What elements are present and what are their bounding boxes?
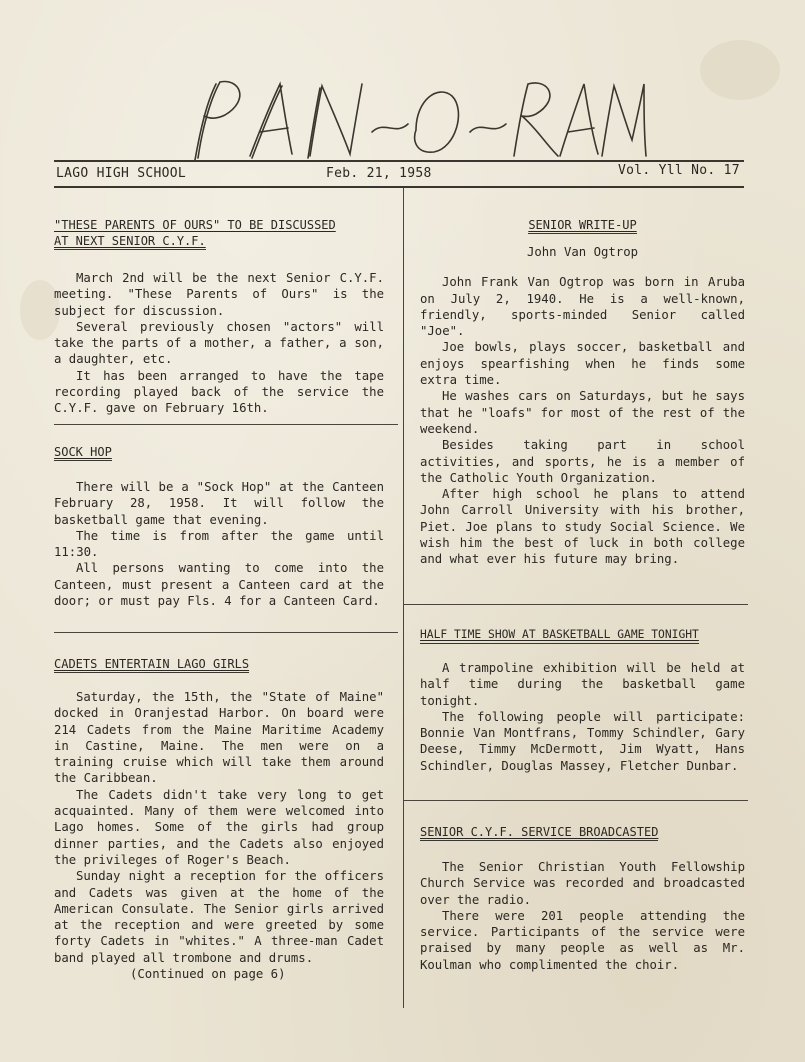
paragraph: A trampoline exhibition will be held at half time during the basketball game tonight. <box>420 661 745 708</box>
article-half-time-show <box>420 626 745 774</box>
paragraph: There were 201 people attending the service. Participants of the service were praised by many people as well as Mr. Koulman who complimented the choir. <box>420 908 745 972</box>
section-divider <box>54 424 398 425</box>
paragraph: The Senior Christian Youth Fellowship Church Service was recorded and broadcasted over the radio. <box>420 860 745 907</box>
issue-date: Feb. 21, 1958 <box>326 166 432 181</box>
headline-continued: AT NEXT SENIOR C.Y.F. <box>54 234 206 248</box>
section-divider <box>403 604 748 605</box>
paragraph: The time is from after the game until 11:30. <box>54 528 384 560</box>
column-divider <box>403 188 404 1008</box>
article-cadets-entertain <box>54 656 384 982</box>
article-senior-cyf-discussion <box>54 217 384 417</box>
masthead-top-rule <box>54 160 744 162</box>
profile-name: John Van Ogtrop <box>526 245 639 259</box>
paragraph: He washes cars on Saturdays, but he says that he "loafs" for most of the rest of the weekend. <box>420 389 745 436</box>
section-divider <box>54 632 398 633</box>
paragraph: Several previously chosen "actors" will take the parts of a mother, a father, a son, a daughter, etc. <box>54 319 384 367</box>
masthead-bottom-rule <box>54 186 744 188</box>
paragraph: March 2nd will be the next Senior C.Y.F. meeting. "These Parents of Ours" is the subject for discussion. <box>54 271 384 318</box>
paragraph: Joe bowls, plays soccer, basketball and enjoys spearfishing when he finds some extra time. <box>420 340 745 388</box>
headline: CADETS ENTERTAIN LAGO GIRLS <box>54 657 250 671</box>
headline: SENIOR WRITE-UP <box>528 218 637 232</box>
paragraph: Saturday, the 15th, the "State of Maine" docked in Oranjestad Harbor. On board were 214 Cadets from the Maine Maritime Academy in Castine, Maine. The men were on a training cruise which will take them around the Caribbean. <box>54 690 384 786</box>
continued-note: (Continued on page 6) <box>130 967 286 982</box>
paragraph: The following people will participate: Bonnie Van Montfrans, Tommy Schindler, Gary Deese, Timmy McDermott, Jim Wyatt, Hans Schindler, Douglas Massey, Fletcher Dunbar. <box>420 709 745 773</box>
paragraph: The Cadets didn't take very long to get acquainted. Many of them were welcomed into Lago homes. Some of the girls had group dinner parties, and the Cadets also enjoyed the privileges of Roger's Beach. <box>54 787 384 867</box>
volume-number: Vol. Yll No. 17 <box>618 163 740 178</box>
paragraph: John Frank Van Ogtrop was born in Aruba on July 2, 1940. He is a well-known, friendly, sports-minded Senior called "Joe". <box>420 275 745 339</box>
paragraph: All persons wanting to come into the Canteen, must present a Canteen card at the door; or must pay Fls. 4 for a Canteen Card. <box>54 561 384 609</box>
paper-stain <box>700 40 780 100</box>
paragraph: It has been arranged to have the tape recording played back of the service the C.Y.F. gave on February 16th. <box>54 368 384 416</box>
headline: "THESE PARENTS OF OURS" TO BE DISCUSSED <box>54 218 336 232</box>
paragraph: Sunday night a reception for the officers and Cadets was given at the home of the American Consulate. The Senior girls arrived at the reception and were greeted by some forty Cadets in "whites." A three-man Cadet band played all trombone and drums. <box>54 869 384 965</box>
headline: HALF TIME SHOW AT BASKETBALL GAME TONIGHT <box>420 627 699 644</box>
paragraph: After high school he plans to attend John Carroll University with his brother, Piet. Joe plans to study Social Science. We wish him the best of luck in both college and what ever his future may bring. <box>420 487 745 567</box>
paragraph: Besides taking part in school activities, and sports, he is a member of the Catholic Youth Organization. <box>420 438 745 485</box>
paragraph: There will be a "Sock Hop" at the Canteen February 28, 1958. It will follow the basketball game that evening. <box>54 480 384 527</box>
masthead-logo <box>180 70 650 165</box>
section-divider <box>403 800 748 801</box>
headline: SOCK HOP <box>54 445 112 459</box>
article-cyf-broadcast <box>420 824 745 973</box>
article-sock-hop <box>54 444 384 609</box>
headline: SENIOR C.Y.F. SERVICE BROADCASTED <box>420 825 659 839</box>
school-name: LAGO HIGH SCHOOL <box>56 166 187 181</box>
article-senior-write-up <box>420 217 745 568</box>
